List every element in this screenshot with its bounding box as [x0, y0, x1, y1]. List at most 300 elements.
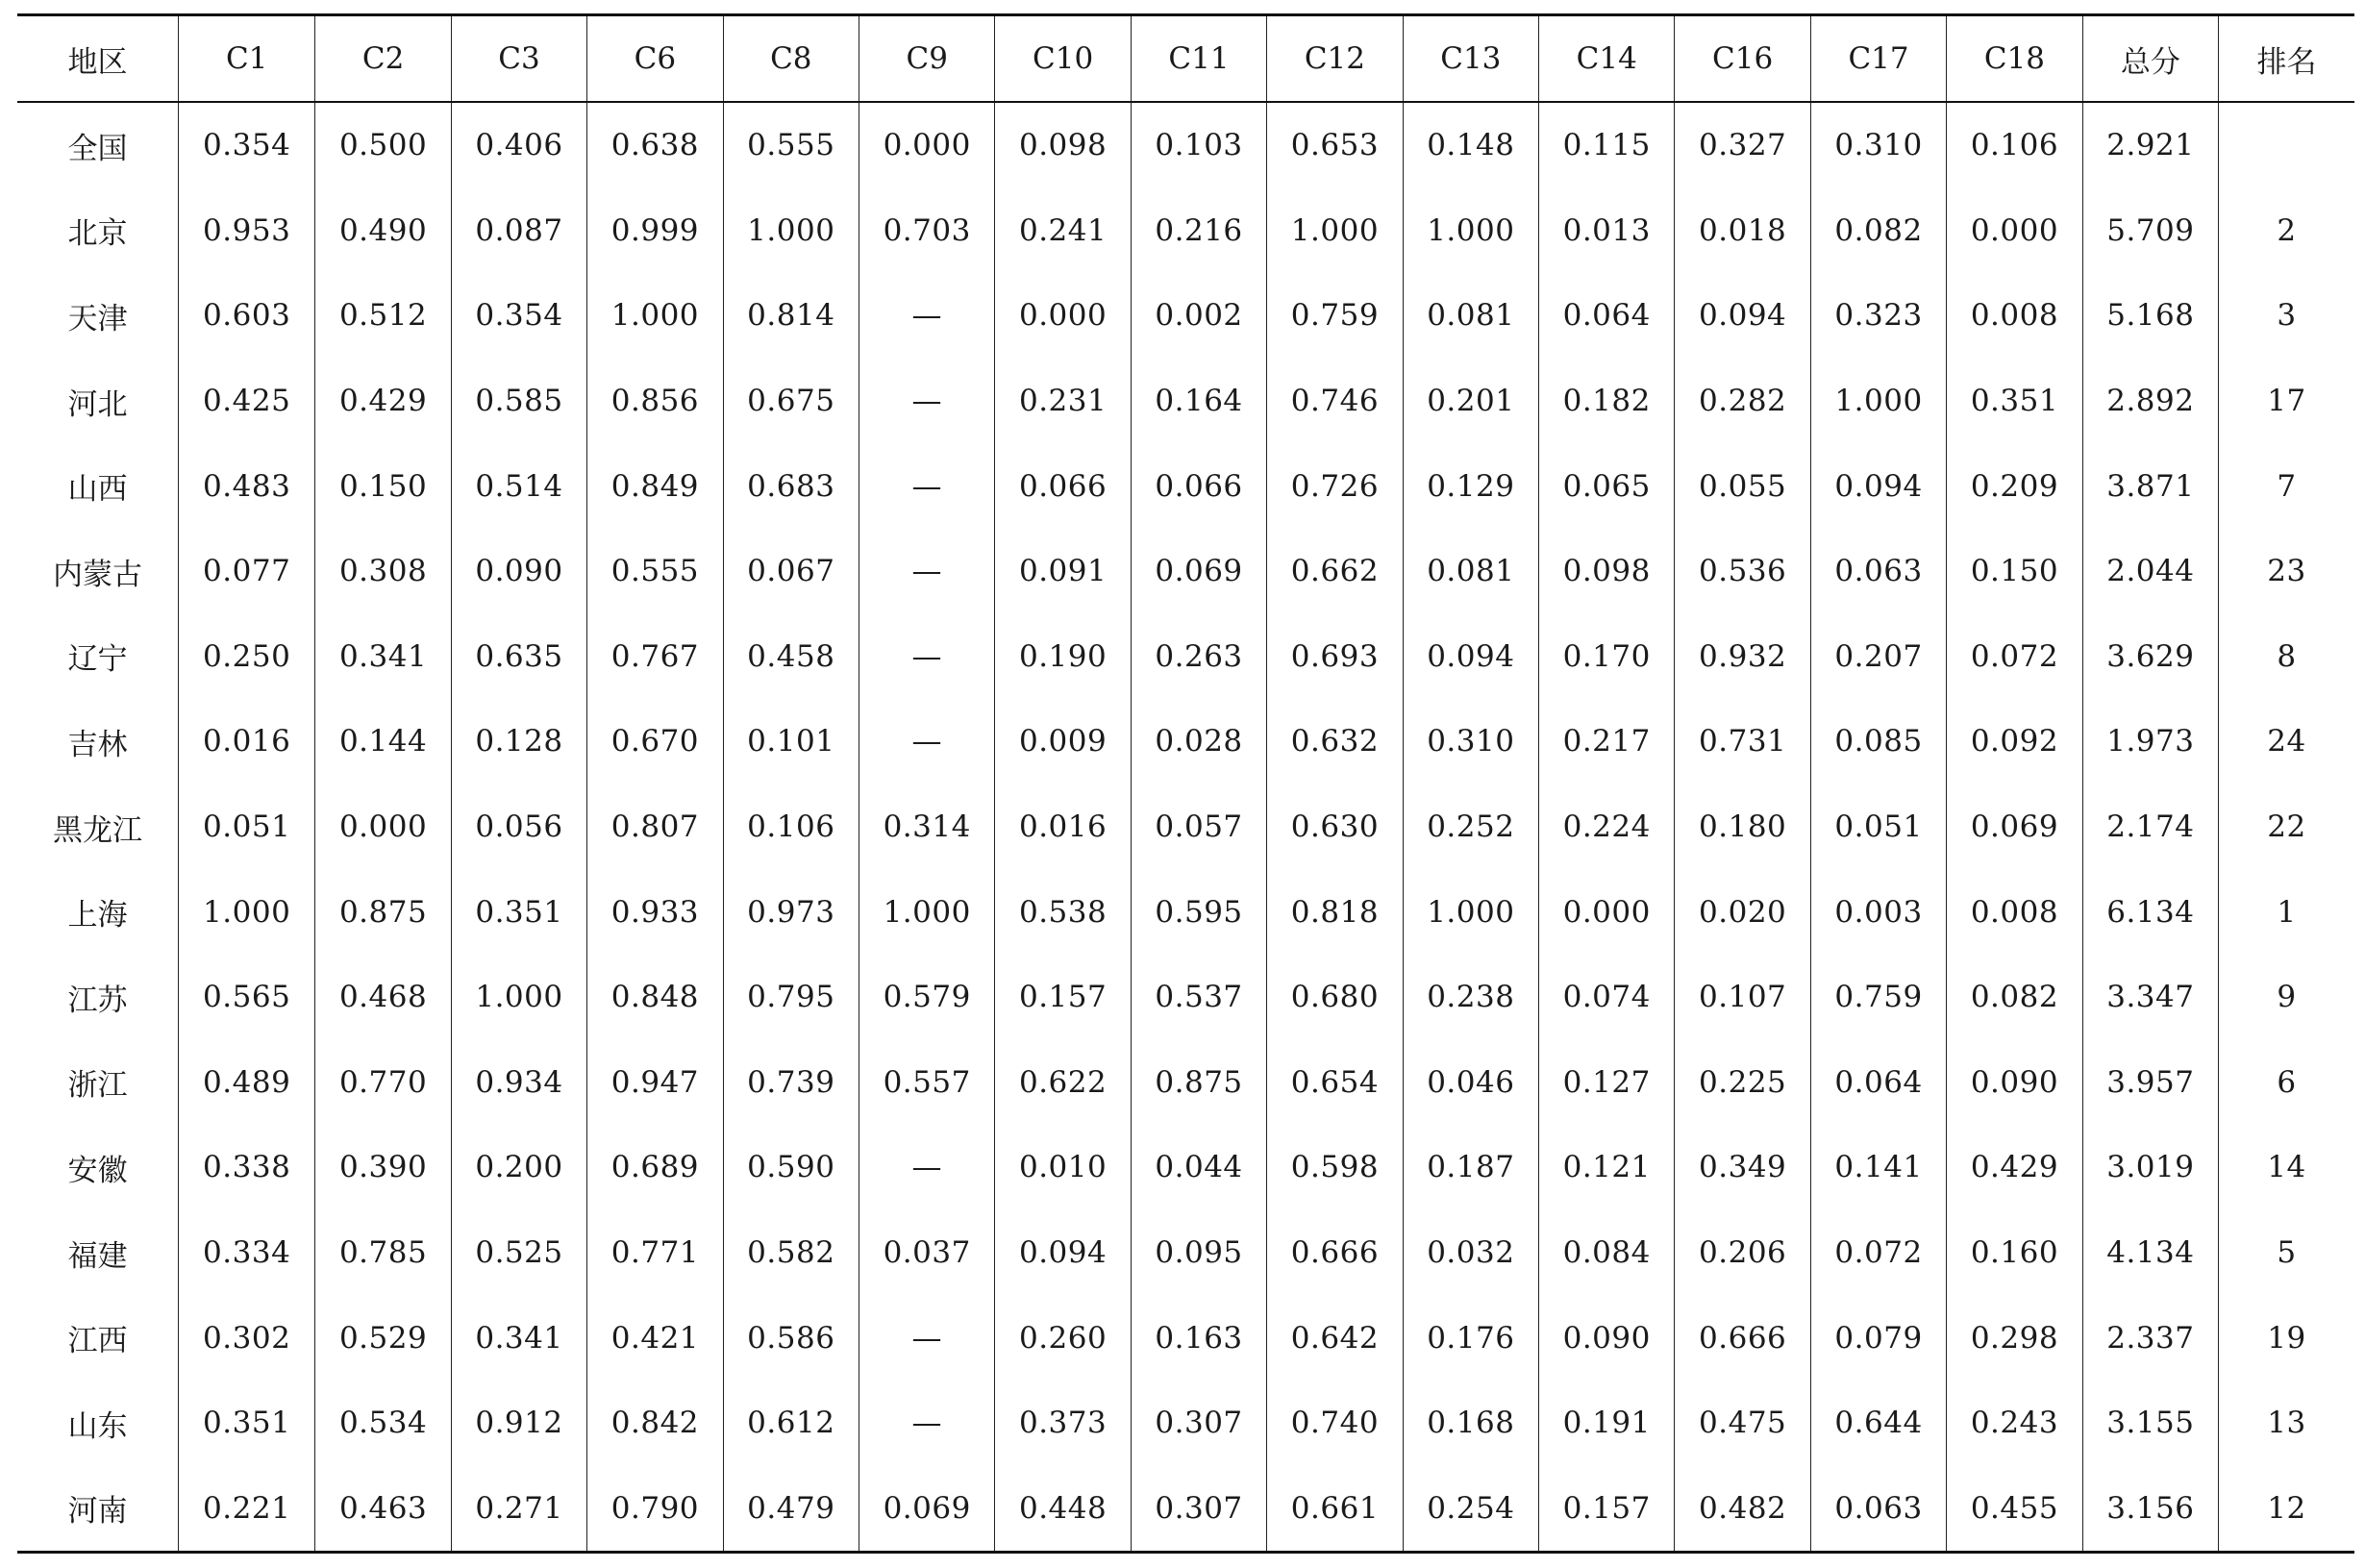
score-cell: 0.653 [1267, 102, 1403, 188]
score-cell: 0.206 [1675, 1210, 1810, 1296]
rank-cell: 2 [2219, 188, 2354, 274]
score-cell: 0.115 [1539, 102, 1675, 188]
region-cell: 山东 [67, 1408, 128, 1444]
score-cell: 0.314 [859, 784, 995, 870]
score-cell: 1.000 [1267, 188, 1403, 274]
total-score-cell: 2.337 [2082, 1295, 2218, 1381]
score-cell: 0.785 [315, 1210, 451, 1296]
column-header: C3 [451, 15, 586, 103]
table-row [17, 1210, 2354, 1296]
score-cell: — [859, 1125, 995, 1210]
table-row [17, 1040, 2354, 1126]
score-cell: 0.632 [1267, 699, 1403, 784]
score-cell: 0.217 [1539, 699, 1675, 784]
score-cell: 0.243 [1947, 1381, 2082, 1466]
score-cell: 0.429 [315, 359, 451, 444]
score-cell: 0.302 [178, 1295, 314, 1381]
score-cell: 0.638 [587, 102, 723, 188]
score-cell: 0.013 [1539, 188, 1675, 274]
column-header: 地区 [67, 44, 128, 80]
score-cell: 0.282 [1675, 359, 1810, 444]
score-cell: 0.101 [723, 699, 859, 784]
score-cell: 0.406 [451, 102, 586, 188]
score-cell: 0.338 [178, 1125, 314, 1210]
table-row [17, 102, 2354, 188]
region-cell: 河北 [67, 386, 128, 422]
score-cell: 0.170 [1539, 614, 1675, 700]
score-cell: 0.875 [1131, 1040, 1266, 1126]
score-cell: 0.341 [315, 614, 451, 700]
score-cell: 1.000 [178, 869, 314, 955]
score-cell: 0.000 [995, 273, 1131, 359]
score-cell: 0.689 [587, 1125, 723, 1210]
score-cell: 0.009 [995, 699, 1131, 784]
score-cell: 0.323 [1810, 273, 1946, 359]
score-cell: 0.157 [995, 955, 1131, 1040]
total-score-cell: 3.156 [2082, 1466, 2218, 1553]
score-cell: 0.057 [1131, 784, 1266, 870]
score-cell: 0.298 [1947, 1295, 2082, 1381]
score-cell: 0.807 [587, 784, 723, 870]
score-cell: 0.144 [315, 699, 451, 784]
data-table-container [17, 13, 2354, 1554]
score-cell: 0.557 [859, 1040, 995, 1126]
score-cell: 0.191 [1539, 1381, 1675, 1466]
score-cell: 0.585 [451, 359, 586, 444]
score-cell: 0.479 [723, 1466, 859, 1553]
score-cell: — [859, 1295, 995, 1381]
header-row [17, 15, 2354, 103]
score-cell: 0.094 [1403, 614, 1538, 700]
region-cell: 江苏 [67, 983, 128, 1018]
rank-cell [2219, 102, 2354, 188]
score-cell: 0.020 [1675, 869, 1810, 955]
score-cell: 0.662 [1267, 529, 1403, 614]
score-cell: 0.077 [178, 529, 314, 614]
table-row [17, 614, 2354, 700]
score-cell: — [859, 614, 995, 700]
table-row [17, 1466, 2354, 1553]
score-cell: 0.842 [587, 1381, 723, 1466]
score-cell: 0.150 [1947, 529, 2082, 614]
score-cell: 1.000 [451, 955, 586, 1040]
score-cell: — [859, 273, 995, 359]
score-cell: 0.351 [451, 869, 586, 955]
region-cell: 辽宁 [67, 642, 128, 678]
total-score-cell: 6.134 [2082, 869, 2218, 955]
score-cell: 0.334 [178, 1210, 314, 1296]
total-score-cell: 3.957 [2082, 1040, 2218, 1126]
score-cell: 0.327 [1675, 102, 1810, 188]
total-score-cell: 4.134 [2082, 1210, 2218, 1296]
score-cell: 0.683 [723, 443, 859, 529]
score-cell: 0.008 [1947, 869, 2082, 955]
score-cell: 0.121 [1539, 1125, 1675, 1210]
score-cell: 0.603 [178, 273, 314, 359]
table-row [17, 1125, 2354, 1210]
score-cell: 0.129 [1403, 443, 1538, 529]
score-cell: 0.351 [1947, 359, 2082, 444]
score-cell: 0.051 [1810, 784, 1946, 870]
score-cell: 0.455 [1947, 1466, 2082, 1553]
data-table [17, 13, 2354, 1554]
score-cell: 0.680 [1267, 955, 1403, 1040]
score-cell: 0.107 [1675, 955, 1810, 1040]
table-row [17, 359, 2354, 444]
score-cell: 0.081 [1403, 529, 1538, 614]
column-header: C12 [1267, 15, 1403, 103]
score-cell: 0.856 [587, 359, 723, 444]
score-cell: 0.106 [1947, 102, 2082, 188]
total-score-cell: 1.973 [2082, 699, 2218, 784]
score-cell: 0.094 [995, 1210, 1131, 1296]
score-cell: — [859, 443, 995, 529]
score-cell: 0.000 [859, 102, 995, 188]
score-cell: 0.064 [1539, 273, 1675, 359]
rank-cell: 9 [2219, 955, 2354, 1040]
column-header: C9 [859, 15, 995, 103]
region-cell: 浙江 [67, 1068, 128, 1104]
score-cell: 0.635 [451, 614, 586, 700]
score-cell: 0.008 [1947, 273, 2082, 359]
rank-cell: 12 [2219, 1466, 2354, 1553]
score-cell: 0.666 [1267, 1210, 1403, 1296]
table-row [17, 869, 2354, 955]
region-cell: 福建 [67, 1238, 128, 1274]
rank-cell: 5 [2219, 1210, 2354, 1296]
score-cell: 0.127 [1539, 1040, 1675, 1126]
score-cell: 0.000 [1539, 869, 1675, 955]
score-cell: 0.771 [587, 1210, 723, 1296]
column-header: C6 [587, 15, 723, 103]
score-cell: 0.947 [587, 1040, 723, 1126]
score-cell: 0.848 [587, 955, 723, 1040]
score-cell: 0.354 [451, 273, 586, 359]
score-cell: 0.421 [587, 1295, 723, 1381]
table-row [17, 1381, 2354, 1466]
rank-cell: 24 [2219, 699, 2354, 784]
score-cell: 0.069 [1131, 529, 1266, 614]
score-cell: 0.250 [178, 614, 314, 700]
column-header: C18 [1947, 15, 2082, 103]
score-cell: 0.263 [1131, 614, 1266, 700]
table-row [17, 188, 2354, 274]
score-cell: 1.000 [1810, 359, 1946, 444]
score-cell: 0.351 [178, 1381, 314, 1466]
score-cell: 0.586 [723, 1295, 859, 1381]
score-cell: 0.703 [859, 188, 995, 274]
score-cell: 0.739 [723, 1040, 859, 1126]
score-cell: 1.000 [1403, 188, 1538, 274]
score-cell: 0.448 [995, 1466, 1131, 1553]
score-cell: 0.770 [315, 1040, 451, 1126]
score-cell: 0.160 [1947, 1210, 2082, 1296]
table-row [17, 443, 2354, 529]
score-cell: 1.000 [723, 188, 859, 274]
score-cell: 0.661 [1267, 1466, 1403, 1553]
score-cell: 0.224 [1539, 784, 1675, 870]
table-row [17, 1295, 2354, 1381]
score-cell: 0.000 [315, 784, 451, 870]
score-cell: 0.069 [1947, 784, 2082, 870]
region-cell: 全国 [67, 131, 128, 166]
table-row [17, 699, 2354, 784]
score-cell: 0.875 [315, 869, 451, 955]
score-cell: 0.044 [1131, 1125, 1266, 1210]
score-cell: 0.483 [178, 443, 314, 529]
column-header: C10 [995, 15, 1131, 103]
table-body [17, 102, 2354, 1553]
score-cell: 0.999 [587, 188, 723, 274]
score-cell: 0.056 [451, 784, 586, 870]
score-cell: 0.590 [723, 1125, 859, 1210]
score-cell: 0.740 [1267, 1381, 1403, 1466]
score-cell: 0.598 [1267, 1125, 1403, 1210]
rank-cell: 23 [2219, 529, 2354, 614]
score-cell: 0.310 [1403, 699, 1538, 784]
column-header: C2 [315, 15, 451, 103]
region-cell: 江西 [67, 1324, 128, 1359]
table-row [17, 955, 2354, 1040]
score-cell: 0.490 [315, 188, 451, 274]
score-cell: 0.063 [1810, 1466, 1946, 1553]
score-cell: 0.582 [723, 1210, 859, 1296]
score-cell: 0.759 [1267, 273, 1403, 359]
score-cell: 0.168 [1403, 1381, 1538, 1466]
score-cell: 0.066 [1131, 443, 1266, 529]
score-cell: 0.565 [178, 955, 314, 1040]
score-cell: 0.046 [1403, 1040, 1538, 1126]
score-cell: 0.512 [315, 273, 451, 359]
score-cell: 0.973 [723, 869, 859, 955]
score-cell: 0.200 [451, 1125, 586, 1210]
score-cell: 0.180 [1675, 784, 1810, 870]
score-cell: 0.106 [723, 784, 859, 870]
score-cell: 0.087 [451, 188, 586, 274]
score-cell: 0.746 [1267, 359, 1403, 444]
score-cell: 0.731 [1675, 699, 1810, 784]
score-cell: 0.128 [451, 699, 586, 784]
score-cell: 0.241 [995, 188, 1131, 274]
score-cell: 0.390 [315, 1125, 451, 1210]
rank-cell: 13 [2219, 1381, 2354, 1466]
column-header: C13 [1403, 15, 1538, 103]
score-cell: 0.468 [315, 955, 451, 1040]
score-cell: 0.271 [451, 1466, 586, 1553]
score-cell: 0.642 [1267, 1295, 1403, 1381]
score-cell: 0.693 [1267, 614, 1403, 700]
score-cell: 0.612 [723, 1381, 859, 1466]
score-cell: 0.016 [995, 784, 1131, 870]
score-cell: — [859, 1381, 995, 1466]
score-cell: 0.163 [1131, 1295, 1266, 1381]
score-cell: 0.537 [1131, 955, 1266, 1040]
score-cell: 0.072 [1947, 614, 2082, 700]
region-cell: 内蒙古 [52, 557, 142, 592]
rank-cell: 1 [2219, 869, 2354, 955]
score-cell: 0.037 [859, 1210, 995, 1296]
score-cell: 0.538 [995, 869, 1131, 955]
score-cell: 0.260 [995, 1295, 1131, 1381]
region-cell: 上海 [67, 898, 128, 933]
score-cell: 0.055 [1675, 443, 1810, 529]
score-cell: 0.354 [178, 102, 314, 188]
score-cell: 0.790 [587, 1466, 723, 1553]
column-header: C16 [1675, 15, 1810, 103]
score-cell: 0.500 [315, 102, 451, 188]
rank-cell: 6 [2219, 1040, 2354, 1126]
total-score-cell: 3.155 [2082, 1381, 2218, 1466]
score-cell: 0.579 [859, 955, 995, 1040]
score-cell: 0.098 [1539, 529, 1675, 614]
score-cell: 0.157 [1539, 1466, 1675, 1553]
column-header: C1 [178, 15, 314, 103]
rank-cell: 3 [2219, 273, 2354, 359]
score-cell: 0.216 [1131, 188, 1266, 274]
score-cell: 0.307 [1131, 1466, 1266, 1553]
total-score-cell: 3.019 [2082, 1125, 2218, 1210]
score-cell: 0.595 [1131, 869, 1266, 955]
score-cell: 0.069 [859, 1466, 995, 1553]
rank-cell: 14 [2219, 1125, 2354, 1210]
score-cell: 0.231 [995, 359, 1131, 444]
score-cell: 0.425 [178, 359, 314, 444]
score-cell: 0.207 [1810, 614, 1946, 700]
score-cell: 0.675 [723, 359, 859, 444]
score-cell: 0.209 [1947, 443, 2082, 529]
total-score-cell: 5.168 [2082, 273, 2218, 359]
region-cell: 河南 [67, 1494, 128, 1530]
total-score-cell: 2.921 [2082, 102, 2218, 188]
score-cell: 0.090 [1539, 1295, 1675, 1381]
region-cell: 黑龙江 [52, 812, 142, 848]
score-cell: 0.252 [1403, 784, 1538, 870]
column-header: C17 [1810, 15, 1946, 103]
score-cell: 0.164 [1131, 359, 1266, 444]
total-score-cell: 2.174 [2082, 784, 2218, 870]
score-cell: 0.095 [1131, 1210, 1266, 1296]
score-cell: — [859, 529, 995, 614]
score-cell: 0.307 [1131, 1381, 1266, 1466]
score-cell: 0.555 [587, 529, 723, 614]
score-cell: 1.000 [1403, 869, 1538, 955]
score-cell: 0.187 [1403, 1125, 1538, 1210]
total-score-cell: 5.709 [2082, 188, 2218, 274]
total-score-cell: 2.892 [2082, 359, 2218, 444]
score-cell: 0.912 [451, 1381, 586, 1466]
score-cell: 0.148 [1403, 102, 1538, 188]
score-cell: 0.090 [451, 529, 586, 614]
score-cell: 0.018 [1675, 188, 1810, 274]
score-cell: 0.341 [451, 1295, 586, 1381]
region-cell: 北京 [67, 216, 128, 252]
total-score-cell: 3.347 [2082, 955, 2218, 1040]
score-cell: 0.932 [1675, 614, 1810, 700]
score-cell: 0.475 [1675, 1381, 1810, 1466]
score-cell: 0.536 [1675, 529, 1810, 614]
score-cell: 0.308 [315, 529, 451, 614]
score-cell: 0.094 [1810, 443, 1946, 529]
column-header: 总分 [2082, 15, 2218, 103]
table-row [17, 784, 2354, 870]
score-cell: 0.373 [995, 1381, 1131, 1466]
score-cell: 0.759 [1810, 955, 1946, 1040]
score-cell: 0.082 [1947, 955, 2082, 1040]
score-cell: 0.795 [723, 955, 859, 1040]
score-cell: 0.934 [451, 1040, 586, 1126]
score-cell: 0.933 [587, 869, 723, 955]
score-cell: 0.670 [587, 699, 723, 784]
score-cell: 0.074 [1539, 955, 1675, 1040]
score-cell: 0.221 [178, 1466, 314, 1553]
column-header: C14 [1539, 15, 1675, 103]
score-cell: 0.028 [1131, 699, 1266, 784]
score-cell: 0.654 [1267, 1040, 1403, 1126]
score-cell: 0.644 [1810, 1381, 1946, 1466]
score-cell: 0.098 [995, 102, 1131, 188]
score-cell: 0.182 [1539, 359, 1675, 444]
rank-cell: 17 [2219, 359, 2354, 444]
table-row [17, 273, 2354, 359]
column-header: C11 [1131, 15, 1266, 103]
score-cell: 1.000 [587, 273, 723, 359]
score-cell: 0.349 [1675, 1125, 1810, 1210]
score-cell: 0.150 [315, 443, 451, 529]
rank-cell: 22 [2219, 784, 2354, 870]
score-cell: 0.514 [451, 443, 586, 529]
score-cell: 0.066 [995, 443, 1131, 529]
score-cell: 0.622 [995, 1040, 1131, 1126]
score-cell: 0.767 [587, 614, 723, 700]
score-cell: 0.254 [1403, 1466, 1538, 1553]
score-cell: 0.079 [1810, 1295, 1946, 1381]
score-cell: 0.458 [723, 614, 859, 700]
score-cell: 0.818 [1267, 869, 1403, 955]
score-cell: 0.010 [995, 1125, 1131, 1210]
score-cell: 0.529 [315, 1295, 451, 1381]
score-cell: 0.463 [315, 1466, 451, 1553]
region-cell: 天津 [67, 301, 128, 336]
score-cell: — [859, 699, 995, 784]
score-cell: 0.002 [1131, 273, 1266, 359]
score-cell: 0.051 [178, 784, 314, 870]
score-cell: 0.000 [1947, 188, 2082, 274]
score-cell: 0.103 [1131, 102, 1266, 188]
score-cell: 0.310 [1810, 102, 1946, 188]
score-cell: 0.482 [1675, 1466, 1810, 1553]
score-cell: 1.000 [859, 869, 995, 955]
rank-cell: 8 [2219, 614, 2354, 700]
column-header: C8 [723, 15, 859, 103]
score-cell: 0.003 [1810, 869, 1946, 955]
score-cell: 0.849 [587, 443, 723, 529]
score-cell: 0.084 [1539, 1210, 1675, 1296]
score-cell: 0.525 [451, 1210, 586, 1296]
score-cell: 0.092 [1947, 699, 2082, 784]
score-cell: 0.064 [1810, 1040, 1946, 1126]
score-cell: 0.082 [1810, 188, 1946, 274]
score-cell: 0.630 [1267, 784, 1403, 870]
score-cell: 0.016 [178, 699, 314, 784]
score-cell: 0.085 [1810, 699, 1946, 784]
rank-cell: 7 [2219, 443, 2354, 529]
score-cell: 0.141 [1810, 1125, 1946, 1210]
table-row [17, 529, 2354, 614]
score-cell: 0.094 [1675, 273, 1810, 359]
score-cell: 0.814 [723, 273, 859, 359]
column-header: 排名 [2219, 15, 2354, 103]
score-cell: 0.489 [178, 1040, 314, 1126]
